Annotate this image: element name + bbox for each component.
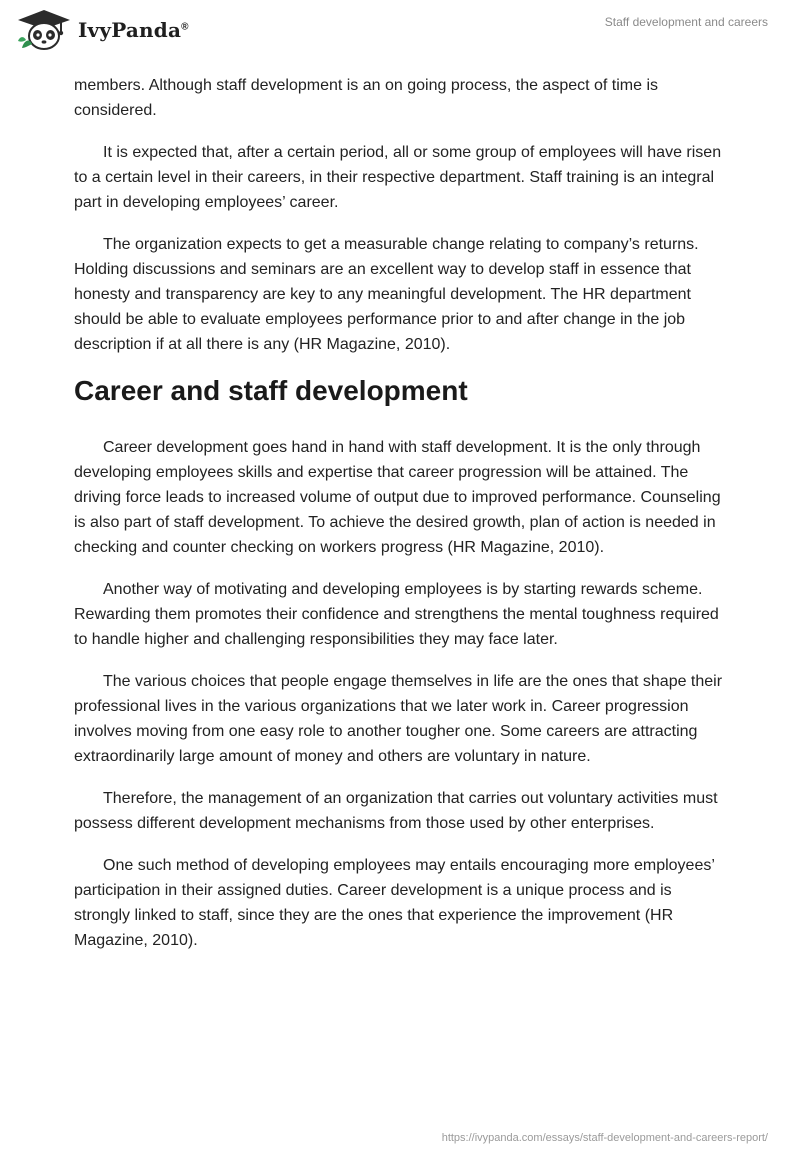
paragraph: Career development goes hand in hand with staff development. It is the only through developing employees skills and expertise that career progression will be attained. The driving force leads to increased volume of output due to improved performance. Counseling is also part of staff development. To achieve the desired growth, plan of action is needed in checking and counter checking on workers progress (HR Magazine, 2010). xyxy=(74,439,721,556)
paragraph: members. Although staff development is an on going process, the aspect of time is considered. xyxy=(74,77,659,119)
paragraph: Therefore, the management of an organization that carries out voluntary activities must possess different development mechanisms from those used by other enterprises. xyxy=(74,790,718,832)
brand-logo[interactable] xyxy=(14,8,189,52)
page-header xyxy=(0,0,800,70)
paragraph: The organization expects to get a measurable change relating to company’s returns. Holding discussions and seminars are an excellent way to develop staff in essence that honesty and transparency are key to any meaningful development. The HR department should be able to evaluate employees performance prior to and after change in the job description if at all there is any (HR Magazine, 2010). xyxy=(74,236,699,353)
paragraph: Another way of motivating and developing employees is by starting rewards scheme. Rewarding them promotes their confidence and strengthens the mental toughness required to handle higher and challenging responsibilities they may face later. xyxy=(74,581,719,648)
source-url[interactable]: https://ivypanda.com/essays/staff-development-and-careers-report/ xyxy=(441,1132,768,1144)
registered-mark: ® xyxy=(181,21,189,33)
running-title: Staff development and careers xyxy=(604,15,768,29)
paragraph: One such method of developing employees may entails encouraging more employees’ participation in their assigned duties. Career development is a unique process and is strongly linked to staff, since they are the ones that experience the improvement (HR Magazine, 2010). xyxy=(74,857,715,949)
section-heading: Career and staff development xyxy=(74,375,468,406)
essay-body xyxy=(74,73,726,970)
brand-name: IvyPanda® xyxy=(78,18,189,42)
paragraph: The various choices that people engage themselves in life are the ones that shape their professional lives in the various organizations that we later work in. Career progression involves moving from one easy role to another tougher one. Some careers are attracting extraordinarily large amount of money and others are voluntary in nature. xyxy=(74,673,723,765)
panda-graduate-icon xyxy=(14,8,74,52)
paragraph: It is expected that, after a certain period, all or some group of employees will have risen to a certain level in their careers, in their respective department. Staff training is an integral part in developing employees’ career. xyxy=(74,144,722,211)
